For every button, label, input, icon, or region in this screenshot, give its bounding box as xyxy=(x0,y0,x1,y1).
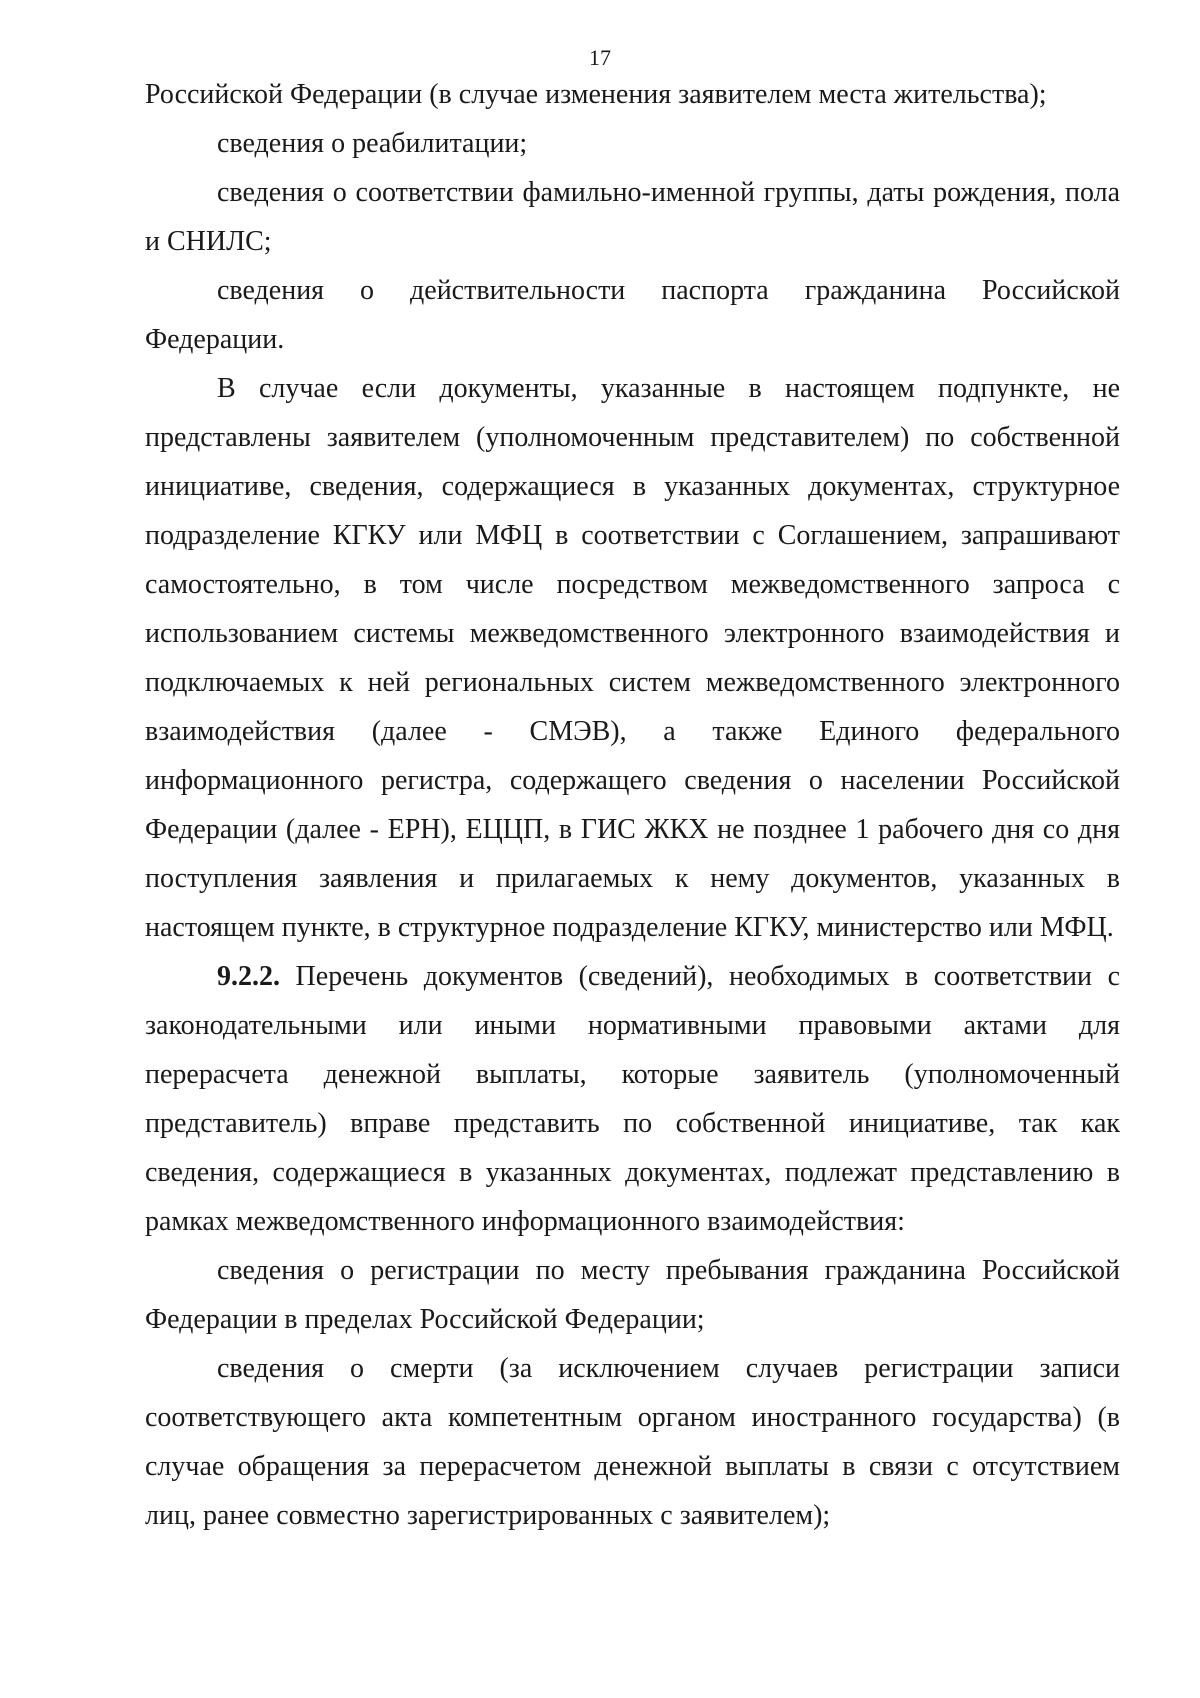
paragraph-rehabilitation: сведения о реабилитации; xyxy=(217,128,528,159)
document-body xyxy=(145,70,1120,1540)
paragraph-section-9-2-2 xyxy=(145,952,1120,1246)
paragraph-passport-validity: сведения о действительности паспорта гражданина Российской Федерации. xyxy=(145,275,1120,355)
paragraph-interagency-request: В случае если документы, указанные в настоящем подпункте, не представлены заявителем (уполномоченным представителем) по собственной инициативе, сведения, содержащиеся в указанных документах, структурное подразделение КГКУ или МФЦ в соответствии с Соглашением, запрашивают самостоятельно, в том числе посредством межведомственного запроса с использованием системы межведомственного электронного взаимодействия и подключаемых к ней региональных систем межведомственного электронного взаимодействия (далее - СМЭВ), а также Единого федерального информационного регистра, содержащего сведения о населении Российской Федерации (далее - ЕРН), ЕЦЦП, в ГИС ЖКХ не позднее 1 рабочего дня со дня поступления заявления и прилагаемых к нему документов, указанных в настоящем пункте, в структурное подразделение КГКУ, министерство или МФЦ. xyxy=(145,373,1120,943)
paragraph-death-records: сведения о смерти (за исключением случаев регистрации записи соответствующего акта компетентным органом иностранного государства) (в случае обращения за перерасчетом денежной выплаты в связи с отсутствием лиц, ранее совместно зарегистрированных с заявителем); xyxy=(145,1353,1120,1531)
page-number: 17 xyxy=(589,45,611,70)
paragraph-name-group-snils: сведения о соответствии фамильно-именной группы, даты рождения, пола и СНИЛС; xyxy=(145,177,1120,257)
section-text: Перечень документов (сведений), необходимых в соответствии с законодательными или иными нормативными правовыми актами для перерасчета денежной выплаты, которые заявитель (уполномоченный представитель) вправе представить по собственной инициативе, так как сведения, содержащиеся в указанных документах, подлежат представлению в рамках межведомственного информационного взаимодействия: xyxy=(145,961,1120,1237)
section-number: 9.2.2. xyxy=(217,961,280,992)
paragraph-stay-registration: сведения о регистрации по месту пребывания гражданина Российской Федерации в пределах Российской Федерации; xyxy=(145,1255,1120,1335)
paragraph-residence-change: Российской Федерации (в случае изменения заявителем места жительства); xyxy=(145,79,1047,110)
